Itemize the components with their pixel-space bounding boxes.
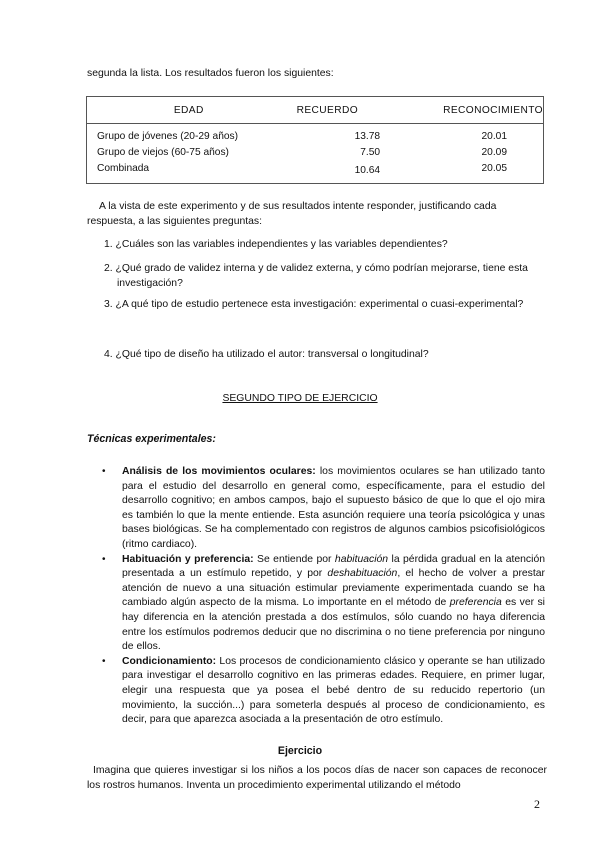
recuerdo-combined: 10.64: [354, 165, 381, 176]
table-body-row: [87, 124, 544, 184]
reconocimiento-column: [440, 124, 543, 184]
page-number: 2: [534, 797, 540, 811]
group-column: [87, 124, 291, 184]
question-4: 4. ¿Qué tipo de diseño ha utilizado el autor: transversal o longitudinal?: [104, 349, 429, 360]
reconocimiento-combined: 20.05: [481, 163, 507, 174]
text-habituation-3: , el hecho de volver a prestar atención de nuevo a una situación estimular previamente experimentada cuando se ha cambiado algún aspecto de la misma. Lo importante en el método de: [122, 568, 545, 609]
text-habituation-4: es ver si hay diferencia en la atención prestada a dos estímulos, sólo cuando no haya diferencia entre los estímulos podremos deducir que no discrimina o no tiene preferencia por ninguno de ellos.: [122, 597, 545, 653]
techniques-list: [102, 465, 545, 728]
section-title: SEGUNDO TIPO DE EJERCICIO: [222, 393, 378, 404]
italic-preferencia: preferencia: [449, 597, 502, 609]
prompt-paragraph: A la vista de este experimento y de sus resultados intente responder, justificando cada respuesta, a las siguientes preguntas:: [87, 201, 497, 227]
question-1: 1. ¿Cuáles son las variables independientes y las variables dependientes?: [104, 239, 448, 250]
italic-deshabituacion: deshabituación: [327, 568, 398, 580]
reconocimiento-old: 20.09: [481, 147, 507, 158]
bullet-icon: •: [102, 655, 106, 667]
group-old: Grupo de viejos (60-75 años): [97, 147, 229, 158]
recuerdo-young: 13.78: [354, 131, 381, 142]
bullet-icon: •: [102, 466, 106, 477]
term-habituation: Habituación y preferencia:: [122, 553, 254, 565]
header-recuerdo: RECUERDO: [291, 97, 440, 124]
text-conditioning: Los procesos de condicionamiento clásico y operante se han utilizado para investigar el desarrollo cognitivo en las primeras edades. Requiere, en primer lugar, elegir una respuesta que ya posea el bebé dentro de su reducido repertorio (un movimiento, la succión...) para someterla después al proceso de condicionamiento, es decir, para que aparezca asociada a la presentación de otro estímulo.: [122, 655, 545, 726]
list-item-habituation: [102, 553, 545, 655]
text-habituation-2: la pérdida gradual en la atención presentada a un estímulo repetido, y por: [122, 553, 545, 580]
recuerdo-column: [291, 124, 440, 184]
text-eye-movements: los movimientos oculares se han utilizado tanto para el estudio del desarrollo en general como, específicamente, para el estudio del desarrollo cognitivo; en ambos campos, bajo el supuesto básico de que lo que el ojo mira es también lo que la mente entiende. Esta asunción requiere una teoría psicológica y unas bases biológicas. Se ha complementado con registros de algunos cambios psicofisiológicos (ritmo cardiaco).: [122, 466, 545, 550]
header-reconocimiento: RECONOCIMIENTO: [440, 97, 543, 124]
question-2: 2. ¿Qué grado de validez interna y de validez externa, y cómo podrían mejorarse, tiene esta investigación?: [104, 263, 528, 289]
list-item-conditioning: [102, 655, 545, 728]
final-paragraph: Imagina que quieres investigar si los niños a los pocos días de nacer son capaces de reconocer los rostros humanos. Inventa un procedimiento experimental utilizando el método: [87, 765, 547, 791]
tecnicas-heading: Técnicas experimentales:: [87, 433, 216, 445]
results-table: [86, 96, 544, 184]
header-edad: EDAD: [87, 97, 291, 124]
list-item-eye-movements: [102, 465, 545, 553]
text-habituation-1: Se entiende por: [253, 553, 335, 565]
question-3: 3. ¿A qué tipo de estudio pertenece esta investigación: experimental o cuasi-experimental?: [104, 299, 524, 310]
table-header-row: [87, 97, 544, 124]
group-combined: Combinada: [97, 163, 150, 174]
term-eye-movements: Análisis de los movimientos oculares:: [122, 466, 316, 477]
ejercicio-heading: Ejercicio: [277, 745, 323, 757]
group-young: Grupo de jóvenes (20-29 años): [97, 131, 239, 142]
recuerdo-old: 7.50: [360, 147, 381, 158]
reconocimiento-young: 20.01: [481, 131, 507, 142]
term-conditioning: Condicionamiento:: [122, 655, 217, 667]
bullet-icon: •: [102, 553, 106, 565]
italic-habituacion: habituación: [334, 553, 389, 565]
intro-line: segunda la lista. Los resultados fueron los siguientes:: [87, 68, 334, 79]
